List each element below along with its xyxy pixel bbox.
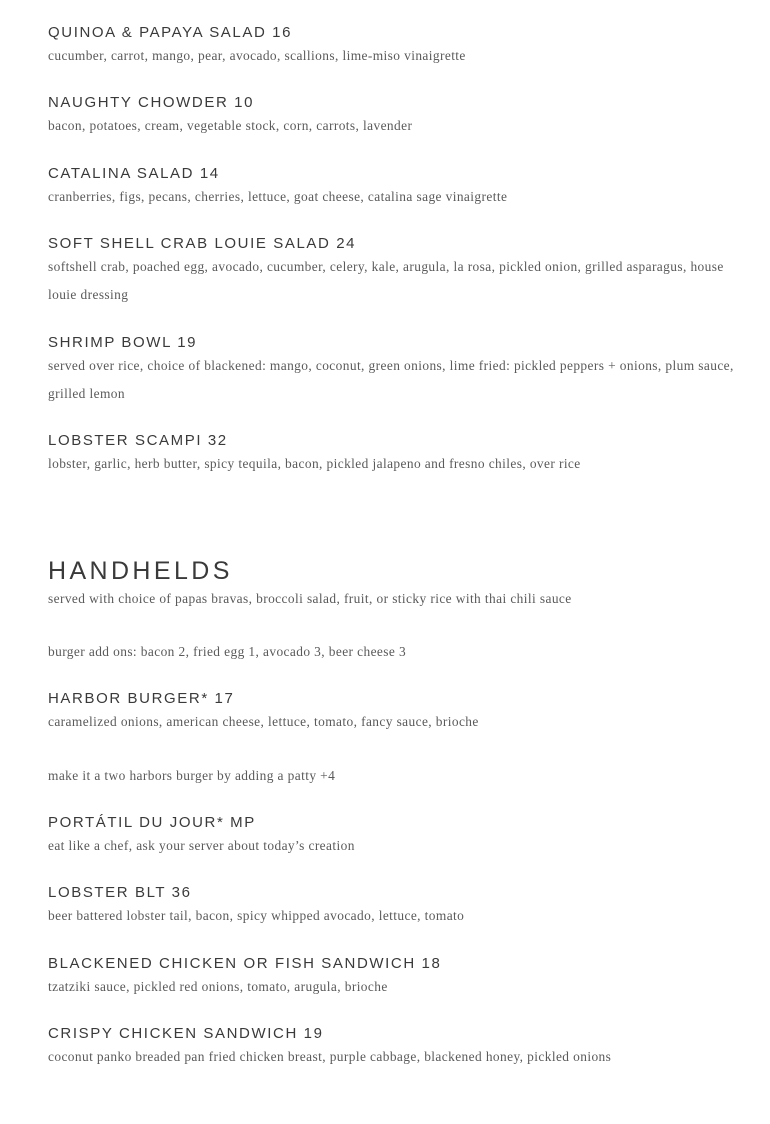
burger-note: make it a two harbors burger by adding a patty +4 [48,768,336,783]
menu-item-title: NAUGHTY CHOWDER 10 [48,94,255,111]
menu-item-description: served over rice, choice of blackened: mango, coconut, green onions, lime fried: pickled peppers + onions, plum sauce, grilled lemon [48,358,734,401]
menu-item-title: PORTÁTIL DU JOUR* MP [48,814,256,831]
menu-item-description: coconut panko breaded pan fried chicken breast, purple cabbage, blackened honey, pickled onions [48,1049,612,1064]
menu-item [48,690,738,736]
section-title-handhelds: HANDHELDS [48,557,233,585]
menu-item-description: lobster, garlic, herb butter, spicy tequila, bacon, pickled jalapeno and fresno chiles, over rice [48,456,581,471]
menu-item-title: CRISPY CHICKEN SANDWICH 19 [48,1025,324,1042]
menu-item-description: tzatziki sauce, pickled red onions, tomato, arugula, brioche [48,979,388,994]
menu-item-description: cranberries, figs, pecans, cherries, lettuce, goat cheese, catalina sage vinaigrette [48,189,508,204]
menu-item-description: softshell crab, poached egg, avocado, cucumber, celery, kale, arugula, la rosa, pickled onion, grilled asparagus, house louie dressing [48,259,724,302]
menu-item [48,884,738,930]
menu-item-title: BLACKENED CHICKEN OR FISH SANDWICH 18 [48,955,442,972]
menu-item [48,814,738,860]
menu-item [48,955,738,1001]
menu-item-description: caramelized onions, american cheese, lettuce, tomato, fancy sauce, brioche [48,714,479,729]
menu-item [48,334,738,408]
menu-item-title: HARBOR BURGER* 17 [48,690,235,707]
menu-item [48,1025,738,1071]
menu-item [48,24,738,70]
menu-item-title: LOBSTER BLT 36 [48,884,192,901]
menu-item [48,94,738,140]
menu-item-description: beer battered lobster tail, bacon, spicy whipped avocado, lettuce, tomato [48,908,465,923]
menu-item-title: SOFT SHELL CRAB LOUIE SALAD 24 [48,235,357,252]
menu-item [48,432,738,478]
menu-item-description: eat like a chef, ask your server about today’s creation [48,838,355,853]
menu-item-title: CATALINA SALAD 14 [48,165,220,182]
addons-note: burger add ons: bacon 2, fried egg 1, avocado 3, beer cheese 3 [48,644,407,659]
menu-item-title: LOBSTER SCAMPI 32 [48,432,228,449]
menu-item-description: bacon, potatoes, cream, vegetable stock, corn, carrots, lavender [48,118,413,133]
menu-item-description: cucumber, carrot, mango, pear, avocado, scallions, lime-miso vinaigrette [48,48,466,63]
menu-item [48,165,738,211]
menu-item-title: SHRIMP BOWL 19 [48,334,198,351]
menu-item-title: QUINOA & PAPAYA SALAD 16 [48,24,293,41]
menu-item [48,235,738,309]
sides-note: served with choice of papas bravas, broccoli salad, fruit, or sticky rice with thai chili sauce [48,591,572,606]
